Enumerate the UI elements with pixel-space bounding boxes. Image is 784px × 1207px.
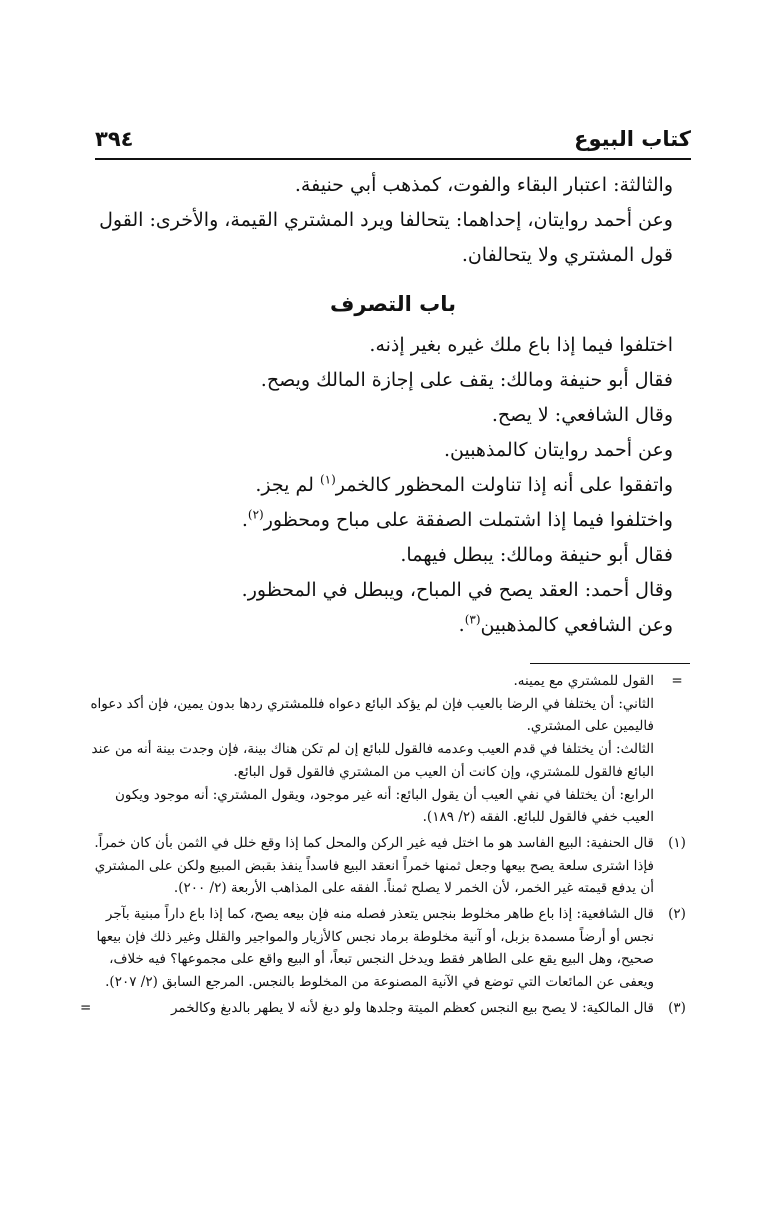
- footnote-separator: [530, 663, 690, 664]
- continuation-marker: =: [671, 673, 683, 689]
- paragraph-text: واتفقوا على أنه إذا تناولت المحظور كالخمر: [335, 474, 673, 496]
- footnote-text: قال المالكية: لا يصح بيع النجس كعظم الميتة وجلدها ولو دبغ لأنه لا يطهر بالدبغ وكالخمر: [170, 999, 654, 1016]
- footnotes: [80, 670, 692, 1023]
- footnote-continuation: [80, 670, 692, 829]
- page-header: [95, 127, 691, 157]
- footnote-ref-1[interactable]: (١): [319, 472, 336, 487]
- footnote-2: [80, 903, 692, 994]
- footnote-text: قال الشافعية: إذا باع طاهر مخلوط بنجس يتعذر فصله منه فإن بيعه يصح، كما إذا باع داراً مبنية بآجر نجس أو أرضاً مسمدة بزبل، أو آنية مخلوطة برماد نجس كالأزيار والمواجير والقلل وغير ذلك فإن بيعها صحيح، وهل البيع يقع على الطاهر فقط ويدخل النجس تبعاً، أو البيع واقع على مجموعها؟ فيه خلاف، ويعفى عن المائعات التي توضع في الآنية المصنوعة من المخلوط بالنجس. المرجع السابق (٢/ ٢٠٧).: [96, 906, 654, 991]
- header-rule: [95, 158, 691, 160]
- paragraph-tail: .: [458, 614, 465, 636]
- paragraph: فقال أبو حنيفة ومالك: يقف على إجازة المالك ويصح.: [260, 369, 673, 391]
- footnote-text: قال الحنفية: البيع الفاسد هو ما اختل فيه غير الركن والمحل كما إذا وقع خلل في الثمن بأن كان خمراً. فإذا اشترى سلعة يصح بيعها وجعل ثمنها خمراً انعقد البيع فاسداً ينفذ بقبض المبيع ولكن على المشتري أن يدفع قيمته غير الخمر، لأن الخمر لا يصلح ثمناً. الفقه على المذاهب الأربعة (٢/ ٢٠٠).: [94, 834, 654, 897]
- footnote-1: [80, 832, 692, 900]
- paragraph-tail: .: [241, 509, 248, 531]
- continuation-marker: =: [80, 999, 92, 1016]
- paragraph-tail: لم يجز.: [255, 474, 320, 496]
- footnote-text: القول للمشتري مع يمينه.: [513, 673, 654, 689]
- footnote-number: (٢): [668, 906, 686, 923]
- paragraph: اختلفوا فيما إذا باع ملك غيره بغير إذنه.: [369, 334, 673, 356]
- paragraph: وقال أحمد: العقد يصح في المباح، ويبطل في المحظور.: [241, 579, 673, 601]
- paragraph-text: واختلفوا فيما إذا اشتملت الصفقة على مباح ومحظور: [263, 509, 673, 531]
- paragraph: وعن أحمد روايتان كالمذهبين.: [443, 439, 673, 461]
- footnote-text: الثالث: أن يختلفا في قدم العيب وعدمه فالقول للبائع إن لم تكن هناك بينة، فإن وجدت بينة أنه من عند البائع فالقول للمشتري، وإن كانت أن العيب من المشتري فالقول قول البائع.: [91, 741, 654, 780]
- footnote-text: الرابع: أن يختلفا في نفي العيب أن يقول البائع: أنه غير موجود، ويقول المشتري: أنه موجود ويكون العيب خفي فالقول للبائع. الفقه (٢/ ١٨٩).: [114, 786, 654, 826]
- paragraph-text: وعن الشافعي كالمذهبين: [480, 614, 673, 636]
- paragraph: [95, 608, 691, 643]
- footnote-3: [80, 997, 692, 1020]
- footnote-number: (١): [668, 834, 686, 851]
- section-title: باب التصرف: [330, 292, 456, 316]
- main-text: [95, 168, 691, 643]
- paragraph: [95, 503, 691, 538]
- page-number: ٣٩٤: [95, 127, 134, 151]
- footnote-text: الثاني: أن يختلفا في الرضا بالعيب فإن لم يؤكد البائع دعواه فللمشتري ردها بدون يمين، فإن أكد دعواه فاليمين على المشتري.: [90, 695, 654, 735]
- paragraph: وعن أحمد روايتان، إحداهما: يتحالفا ويرد المشتري القيمة، والأخرى: القول قول المشتري ولا يتحالفان.: [99, 209, 673, 266]
- paragraph: والثالثة: اعتبار البقاء والفوت، كمذهب أبي حنيفة.: [294, 174, 673, 196]
- paragraph: فقال أبو حنيفة ومالك: يبطل فيهما.: [400, 544, 673, 566]
- paragraph: [95, 468, 691, 503]
- footnote-ref-3[interactable]: (٣): [464, 612, 481, 627]
- paragraph: وقال الشافعي: لا يصح.: [491, 404, 673, 426]
- footnote-ref-2[interactable]: (٢): [247, 507, 264, 522]
- footnote-number: (٣): [668, 999, 686, 1016]
- book-title: كتاب البيوع: [574, 127, 691, 151]
